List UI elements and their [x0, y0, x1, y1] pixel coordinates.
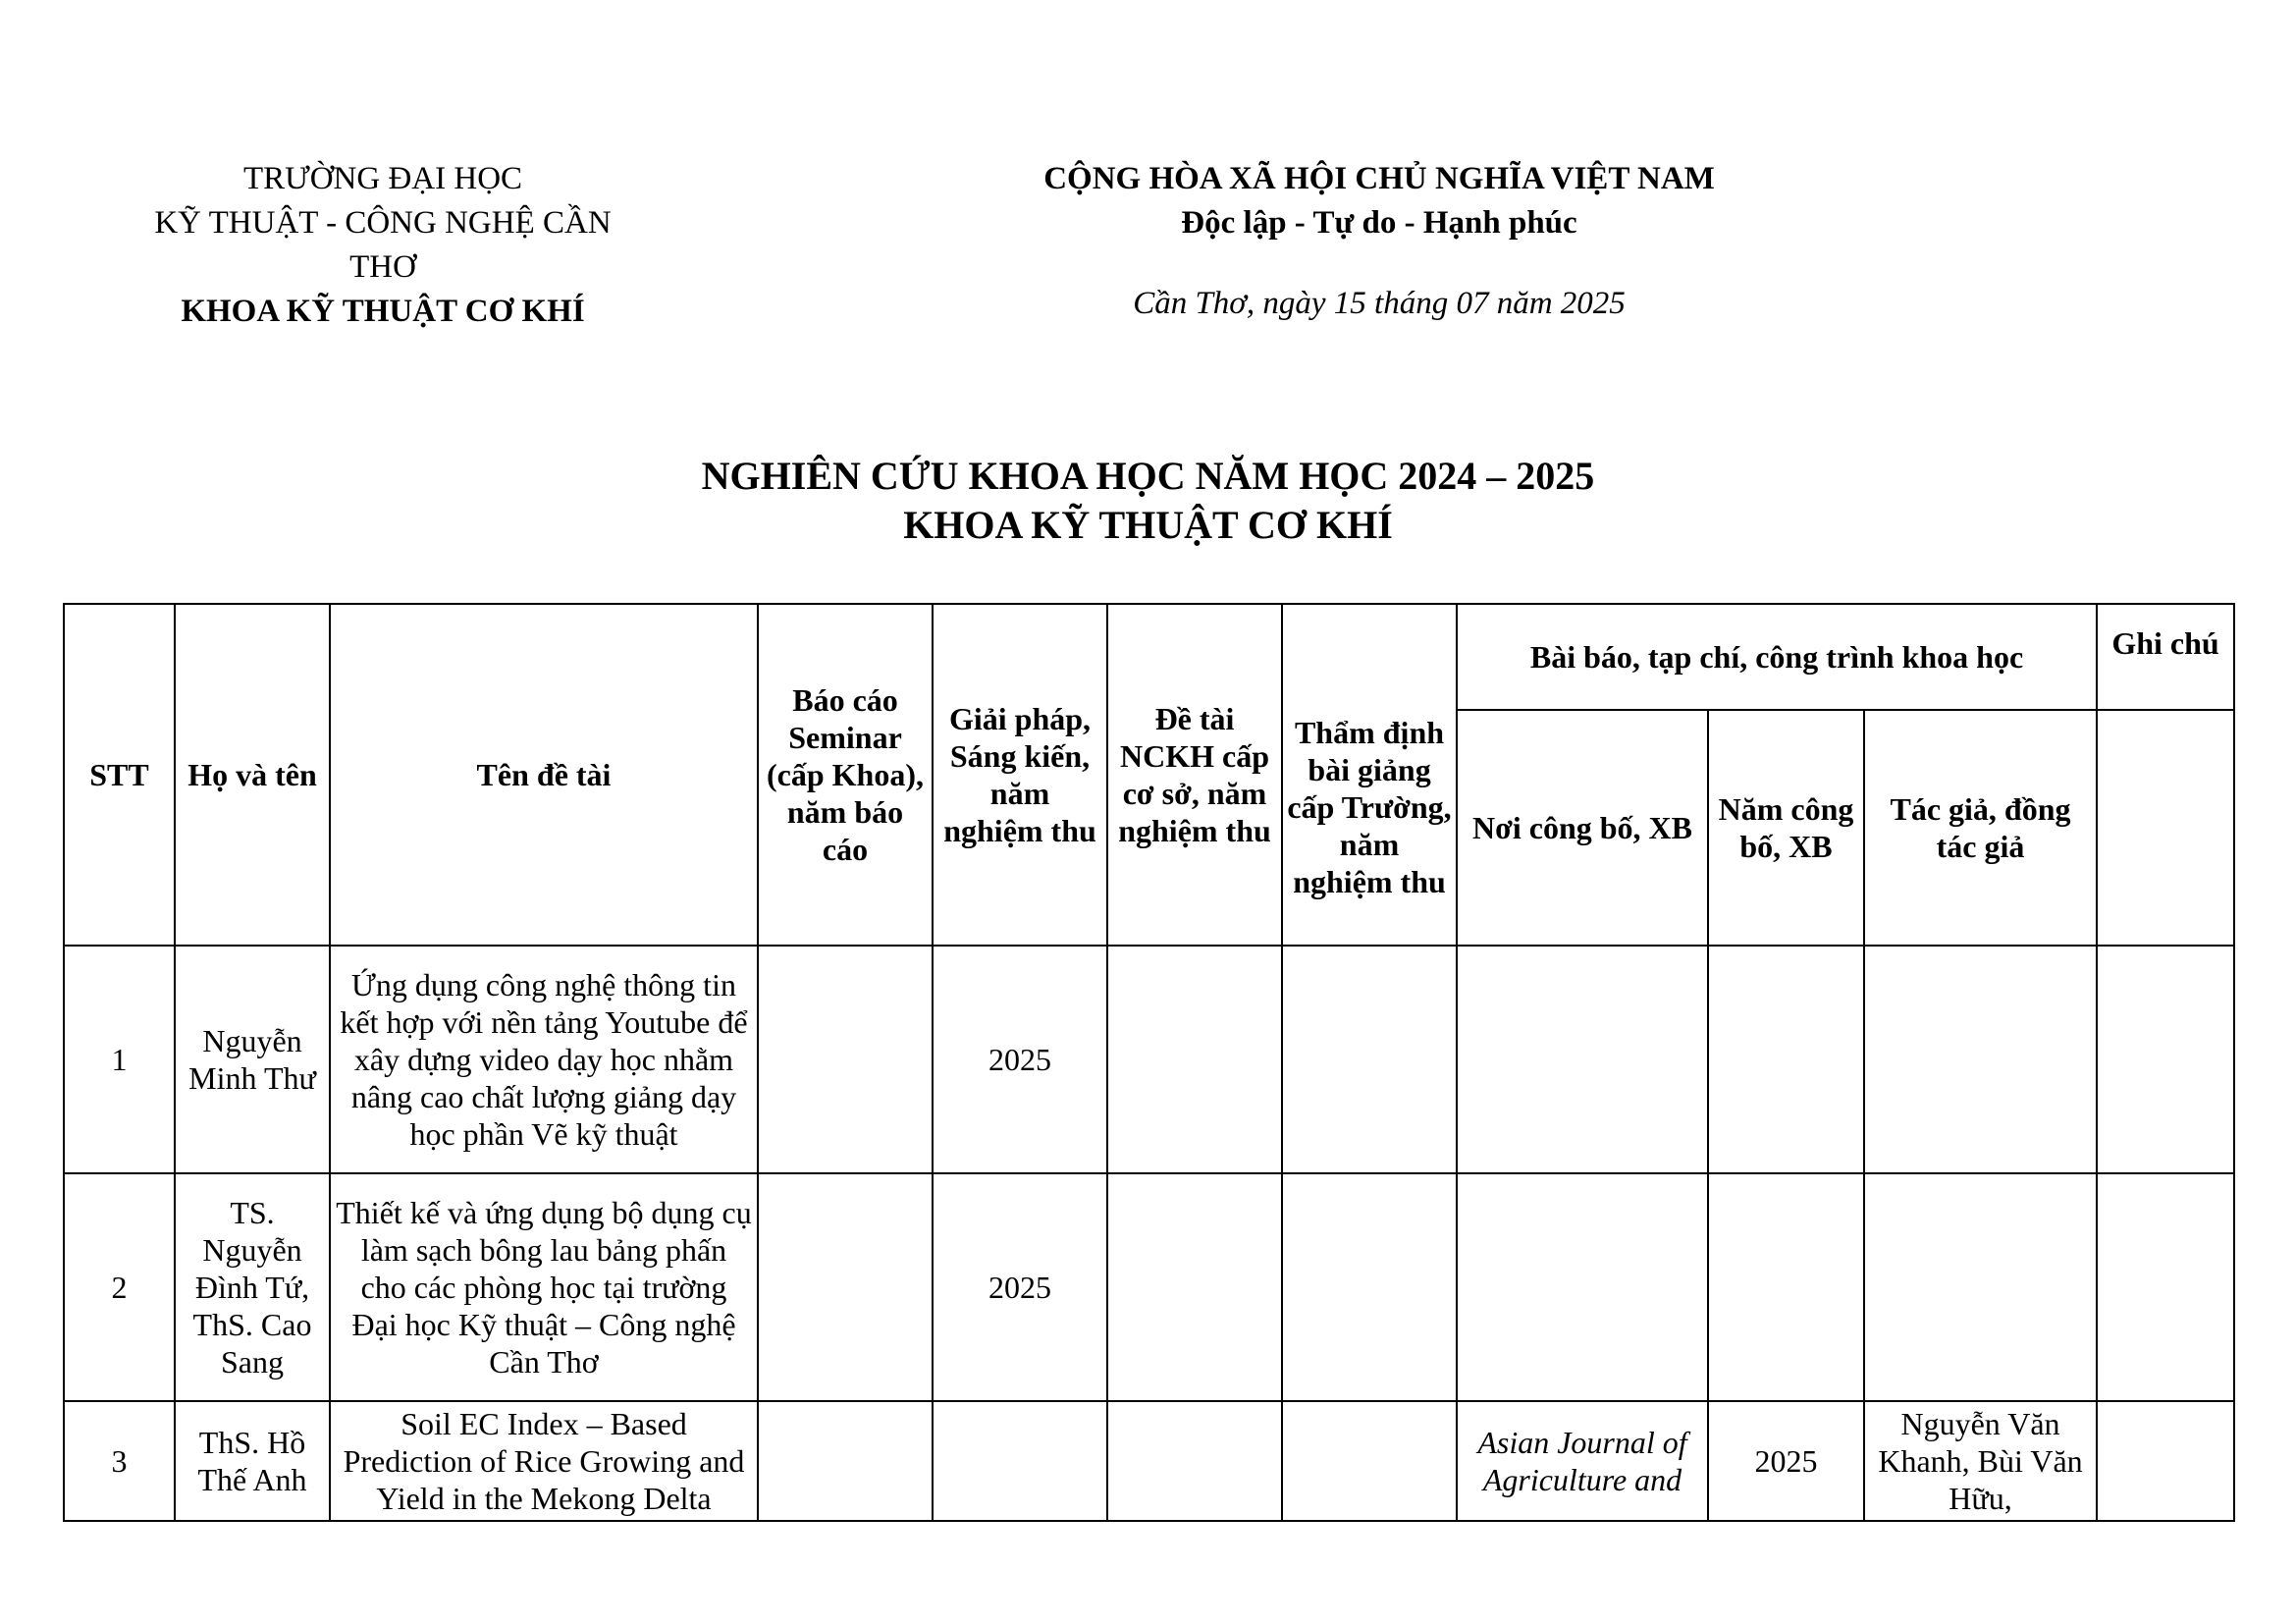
- university-name-line: KỸ THUẬT - CÔNG NGHỆ CẦN THƠ: [154, 205, 612, 285]
- row-seminar: [758, 946, 933, 1173]
- row-solution: 2025: [933, 946, 1107, 1173]
- research-table: [63, 603, 2235, 1522]
- motto-line: Độc lập - Tự do - Hạnh phúc: [1181, 205, 1577, 241]
- row-seminar: [758, 1173, 933, 1401]
- row-appraisal: [1282, 946, 1457, 1173]
- header-name: Họ và tên: [175, 604, 330, 946]
- row-authors: Nguyễn Văn Khanh, Bùi Văn Hữu,: [1864, 1401, 2097, 1521]
- row-stt: 3: [64, 1401, 175, 1521]
- row-solution: 2025: [933, 1173, 1107, 1401]
- row-topic: Thiết kế và ứng dụng bộ dụng cụ làm sạch bông lau bảng phấn cho các phòng học tại trường Đại học Kỹ thuật – Công nghệ Cần Thơ: [330, 1173, 758, 1401]
- row-pub-year: [1708, 946, 1864, 1173]
- table-row: [64, 1401, 2234, 1521]
- row-seminar: [758, 1401, 933, 1521]
- header-publications: Bài báo, tạp chí, công trình khoa học: [1457, 604, 2097, 710]
- row-pub-place: [1457, 1173, 1708, 1401]
- row-pub-place: Asian Journal of Agriculture and: [1457, 1401, 1708, 1521]
- row-solution: [933, 1401, 1107, 1521]
- row-pub-place: [1457, 946, 1708, 1173]
- table-row: [64, 946, 2234, 1173]
- row-stt: 2: [64, 1173, 175, 1401]
- header-row-1: [64, 604, 2234, 710]
- row-pub-year: 2025: [1708, 1401, 1864, 1521]
- header-topic: Tên đề tài: [330, 604, 758, 946]
- university-line: TRƯỜNG ĐẠI HỌC: [242, 161, 523, 196]
- row-appraisal: [1282, 1173, 1457, 1401]
- header-solution: Giải pháp, Sáng kiến, năm nghiệm thu: [933, 604, 1107, 946]
- row-pub-year: [1708, 1173, 1864, 1401]
- row-project: [1107, 946, 1282, 1173]
- row-note: [2097, 946, 2234, 1173]
- header-project: Đề tài NCKH cấp cơ sở, năm nghiệm thu: [1107, 604, 1282, 946]
- document-title: [0, 452, 2296, 550]
- header-pub-place: Nơi công bố, XB: [1457, 710, 1708, 946]
- row-authors: [1864, 1173, 2097, 1401]
- header-stt: STT: [64, 604, 175, 946]
- institution-header: [128, 157, 638, 334]
- row-name: Nguyễn Minh Thư: [175, 946, 330, 1173]
- header-seminar: Báo cáo Seminar (cấp Khoa), năm báo cáo: [758, 604, 933, 946]
- header-note-blank: [2097, 710, 2234, 946]
- row-project: [1107, 1401, 1282, 1521]
- row-note: [2097, 1173, 2234, 1401]
- faculty-line: KHOA KỸ THUẬT CƠ KHÍ: [181, 294, 585, 329]
- row-project: [1107, 1173, 1282, 1401]
- header-note: Ghi chú: [2097, 604, 2234, 710]
- national-header: [913, 157, 1845, 326]
- row-appraisal: [1282, 1401, 1457, 1521]
- document-date: Cần Thơ, ngày 15 tháng 07 năm 2025: [1133, 286, 1626, 321]
- title-line-2: KHOA KỸ THUẬT CƠ KHÍ: [903, 503, 1393, 547]
- row-stt: 1: [64, 946, 175, 1173]
- header-pub-year: Năm công bố, XB: [1708, 710, 1864, 946]
- header-authors: Tác giả, đồng tác giả: [1864, 710, 2097, 946]
- row-name: TS. Nguyễn Đình Tứ, ThS. Cao Sang: [175, 1173, 330, 1401]
- table-row: [64, 1173, 2234, 1401]
- header-appraisal: Thẩm định bài giảng cấp Trường, năm nghiệm thu: [1282, 604, 1457, 946]
- row-topic: Ứng dụng công nghệ thông tin kết hợp với nền tảng Youtube để xây dựng video dạy học nhằm nâng cao chất lượng giảng dạy học phần Vẽ kỹ thuật: [330, 946, 758, 1173]
- row-note: [2097, 1401, 2234, 1521]
- row-topic: Soil EC Index – Based Prediction of Rice Growing and Yield in the Mekong Delta: [330, 1401, 758, 1521]
- title-line-1: NGHIÊN CỨU KHOA HỌC NĂM HỌC 2024 – 2025: [701, 454, 1595, 498]
- republic-line: CỘNG HÒA XÃ HỘI CHỦ NGHĨA VIỆT NAM: [1043, 161, 1715, 196]
- row-authors: [1864, 946, 2097, 1173]
- row-name: ThS. Hồ Thế Anh: [175, 1401, 330, 1521]
